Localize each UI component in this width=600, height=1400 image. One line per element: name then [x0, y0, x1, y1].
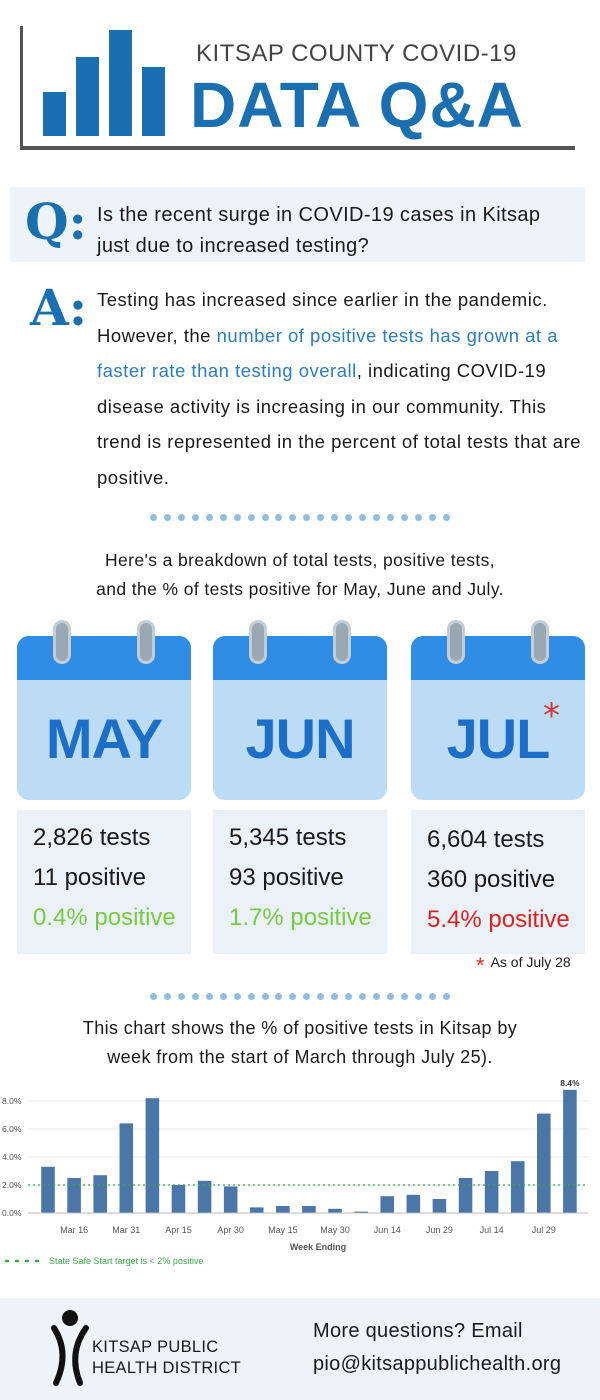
positive-count: 11 positive	[33, 864, 146, 891]
chart-bar	[120, 1123, 134, 1213]
footnote	[476, 953, 571, 979]
answer-highlight: number of positive tests has grown at a faster rate than testing overall	[97, 324, 558, 382]
chart-bar	[380, 1196, 394, 1213]
positive-count: 360 positive	[427, 866, 556, 893]
question-text: Is the recent surge in COVID-19 cases in Kitsap just due to increased testing?	[97, 204, 541, 257]
calendar-ring-icon	[447, 620, 465, 664]
peak-data-label: 8.4%	[560, 1077, 580, 1088]
chart-bar	[41, 1167, 55, 1213]
org-name-line: KITSAP PUBLIC	[92, 1338, 219, 1356]
asterisk-icon: *	[476, 953, 485, 978]
chart-intro-line: week from the start of March through July 25).	[107, 1047, 493, 1067]
question-letter: Q:	[25, 192, 88, 251]
chart-intro	[0, 1014, 600, 1072]
month-stats	[17, 810, 191, 954]
asterisk-icon: *	[543, 696, 560, 736]
bar-chart-logo-bar	[142, 67, 165, 136]
tests-count: 5,345 tests	[229, 824, 347, 851]
footnote-text: As of July 28	[490, 954, 571, 970]
breakdown-intro-line: Here's a breakdown of total tests, positive tests,	[104, 550, 496, 570]
x-axis-title: Week Ending	[289, 1242, 347, 1252]
calendar-ring-icon	[249, 620, 267, 664]
dotted-divider	[150, 512, 450, 522]
dotted-divider	[150, 991, 450, 1001]
y-tick-label: 0.0%	[2, 1208, 22, 1218]
chart-bar	[93, 1175, 107, 1213]
x-tick-label: Jun 29	[425, 1225, 453, 1235]
y-tick-label: 6.0%	[2, 1124, 22, 1134]
chart-bar	[302, 1206, 316, 1213]
answer-text-part: Testing has increased since earlier in the pandemic. However, the	[97, 289, 548, 346]
calendar-jun	[213, 636, 387, 954]
bar-chart-logo-bar	[76, 57, 99, 136]
percent-positive-chart	[0, 1075, 600, 1275]
month-label: JUN	[245, 707, 355, 770]
x-tick-label: Apr 30	[217, 1225, 244, 1235]
y-tick-label: 8.0%	[2, 1096, 22, 1106]
month-label: MAY	[45, 707, 163, 770]
chart-canvas	[0, 1075, 600, 1275]
x-tick-label: May 15	[268, 1225, 298, 1235]
percent-positive: 5.4% positive	[427, 906, 570, 933]
chart-bar	[563, 1090, 577, 1213]
calendar-header	[17, 636, 191, 680]
y-tick-label: 2.0%	[2, 1180, 22, 1190]
chart-bar	[146, 1098, 160, 1213]
calendar-ring-icon	[137, 620, 155, 664]
y-tick-label: 4.0%	[2, 1152, 22, 1162]
tests-count: 6,604 tests	[427, 826, 545, 853]
x-tick-label: Mar 31	[112, 1225, 141, 1235]
tests-count: 2,826 tests	[33, 824, 151, 851]
chart-bar	[459, 1178, 473, 1213]
chart-bar	[328, 1209, 342, 1213]
positive-count: 93 positive	[229, 864, 344, 891]
chart-bar	[407, 1195, 421, 1213]
percent-positive: 1.7% positive	[229, 904, 372, 931]
kitsap-logo-icon	[40, 1308, 100, 1388]
breakdown-intro	[0, 546, 600, 604]
chart-bar	[511, 1161, 525, 1213]
calendar-ring-icon	[531, 620, 549, 664]
calendar-ring-icon	[53, 620, 71, 664]
chart-bar	[276, 1206, 290, 1213]
footer	[0, 1298, 600, 1400]
chart-bar	[433, 1199, 447, 1213]
header-title: DATA Q&A	[190, 69, 524, 141]
percent-positive: 0.4% positive	[33, 904, 176, 931]
x-tick-label: May 30	[320, 1225, 350, 1235]
month-stats	[213, 810, 387, 954]
contact-prompt: More questions? Email	[313, 1320, 523, 1342]
calendar-ring-icon	[333, 620, 351, 664]
month-label: JUL	[446, 707, 550, 770]
x-tick-label: Jul 14	[479, 1225, 504, 1235]
org-name-line: HEALTH DISTRICT	[92, 1359, 242, 1377]
breakdown-intro-line: and the % of tests positive for May, June and July.	[96, 579, 504, 599]
x-tick-label: Jul 29	[531, 1225, 556, 1235]
answer-text-part: , indicating COVID-19 disease activity is increasing in our community. This trend is represented in the percent of total tests that are positive.	[97, 360, 582, 488]
bar-chart-logo-bar	[43, 92, 66, 136]
chart-bar	[172, 1185, 186, 1213]
calendar-header	[213, 636, 387, 680]
chart-bar	[537, 1114, 551, 1213]
month-stats	[411, 810, 585, 954]
answer-text	[97, 282, 587, 496]
calendar-may	[17, 636, 191, 954]
x-tick-label: Jun 14	[373, 1225, 401, 1235]
chart-bar	[485, 1171, 499, 1213]
bar-chart-logo-bar	[109, 30, 132, 136]
target-legend-label: State Safe Start target is < 2% positive	[49, 1256, 204, 1266]
header-subtitle: KITSAP COUNTY COVID-19	[196, 40, 517, 67]
chart-bar	[224, 1186, 238, 1213]
contact-email[interactable]: pio@kitsappublichealth.org	[313, 1353, 562, 1375]
calendar-header	[411, 636, 585, 680]
chart-bar	[67, 1178, 81, 1213]
chart-intro-line: This chart shows the % of positive tests in Kitsap by	[82, 1018, 518, 1038]
header	[0, 0, 600, 160]
x-tick-label: Mar 16	[60, 1225, 89, 1235]
chart-bar	[250, 1207, 264, 1213]
calendar-jul	[411, 636, 585, 954]
x-tick-label: Apr 15	[165, 1225, 192, 1235]
answer-letter: A:	[30, 278, 88, 337]
